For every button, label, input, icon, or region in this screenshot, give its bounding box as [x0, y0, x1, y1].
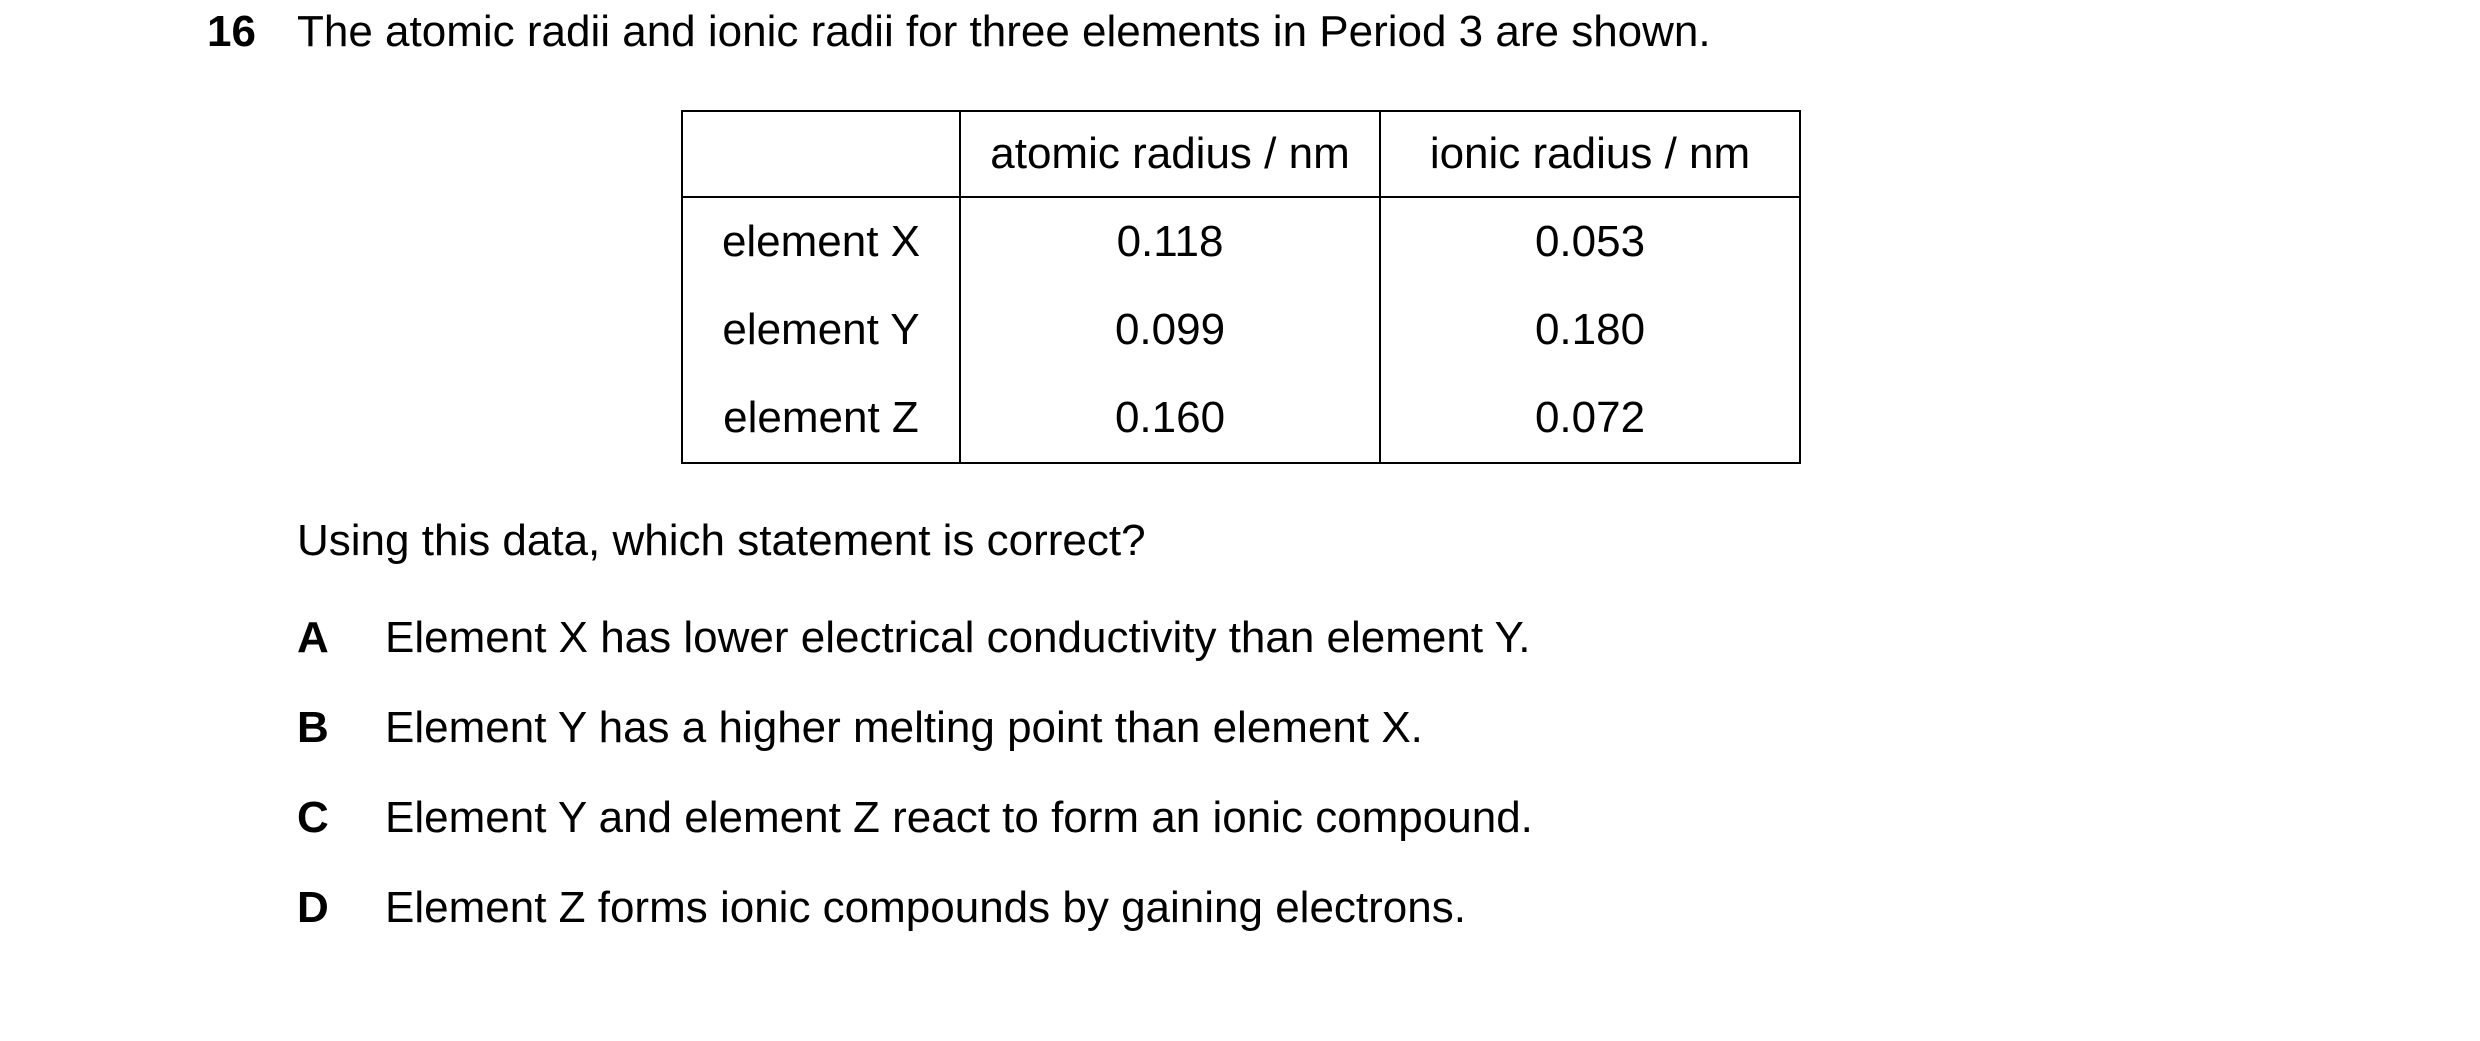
table-header-atomic-radius: atomic radius / nm: [960, 111, 1380, 197]
option-text: Element X has lower electrical conductivity than element Y.: [385, 613, 1531, 662]
question-prompt: Using this data, which statement is correct?: [297, 516, 1146, 565]
row-label: element Y: [682, 286, 960, 374]
ionic-radius-value: 0.072: [1380, 374, 1800, 463]
atomic-radius-value: 0.160: [960, 374, 1380, 463]
ionic-radius-value: 0.053: [1380, 197, 1800, 286]
row-label: element Z: [682, 374, 960, 463]
option-text: Element Y and element Z react to form an ionic compound.: [385, 793, 1533, 842]
atomic-radius-value: 0.099: [960, 286, 1380, 374]
table-row: [682, 374, 1800, 463]
option-text: Element Y has a higher melting point than element X.: [385, 703, 1423, 752]
question-stem: The atomic radii and ionic radii for three elements in Period 3 are shown.: [297, 7, 1711, 56]
table-row: [682, 197, 1800, 286]
option-letter: B: [297, 703, 329, 752]
question-number: 16: [207, 7, 256, 56]
row-label: element X: [682, 197, 960, 286]
answer-option-b[interactable]: [297, 698, 1423, 758]
option-letter: D: [297, 883, 329, 932]
table-row: [682, 286, 1800, 374]
ionic-radius-value: 0.180: [1380, 286, 1800, 374]
option-letter: A: [297, 613, 329, 662]
answer-option-c[interactable]: [297, 788, 1533, 848]
answer-option-d[interactable]: [297, 878, 1466, 938]
option-letter: C: [297, 793, 329, 842]
answer-option-a[interactable]: [297, 608, 1530, 668]
option-text: Element Z forms ionic compounds by gaining electrons.: [385, 883, 1466, 932]
table-header-row: [682, 111, 1800, 197]
table-header-empty: [682, 111, 960, 197]
radii-table: [681, 110, 1801, 464]
atomic-radius-value: 0.118: [960, 197, 1380, 286]
table-header-ionic-radius: ionic radius / nm: [1380, 111, 1800, 197]
